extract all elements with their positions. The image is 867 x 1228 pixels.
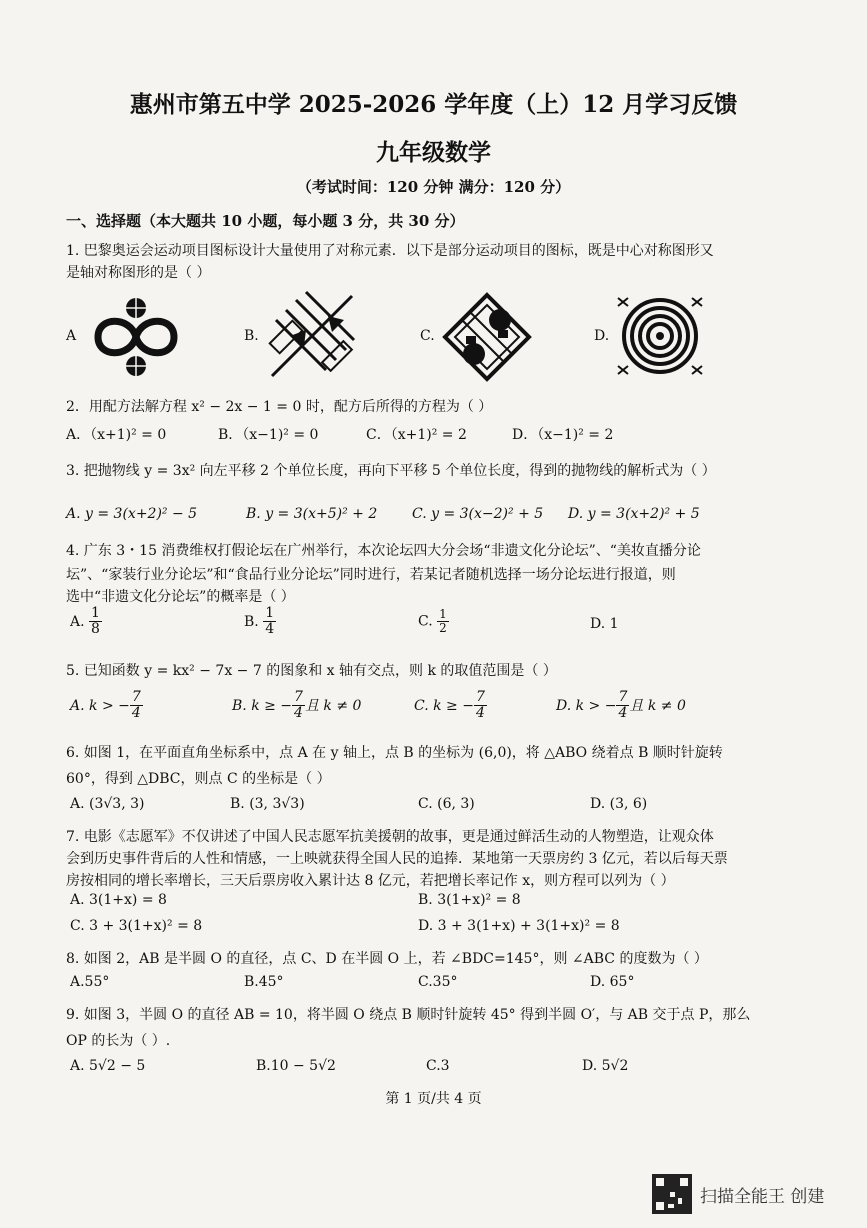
- q1-option-d-label: D.: [594, 328, 610, 344]
- q5-option-a: A. k > − $\frac{7}{4}$: [70, 689, 141, 722]
- q9-text-2: OP 的长为（ ）.: [66, 1033, 171, 1049]
- q9-option-d: D. 5√2: [582, 1058, 629, 1074]
- q7-text-2: 会到历史事件背后的人性和情感，一上映就获得全国人民的追捧．某地第一天票房约 3 亿元，若以后每天票: [66, 851, 728, 867]
- q3-text: 3. 把抛物线 y = 3x² 向左平移 2 个单位长度，再向下平移 5 个单位长度，得到的抛物线的解析式为（ ）: [66, 463, 716, 479]
- q1-option-a-label: A: [66, 328, 77, 344]
- q4-option-a: A. $\frac{1}{8}$: [70, 605, 100, 638]
- q3-option-b: B. y = 3(x+5)² + 2: [246, 506, 378, 522]
- exam-subject: 九年级数学: [376, 139, 491, 166]
- q2-option-c: C．（x+1)² = 2: [366, 427, 467, 443]
- q5-option-d: D. k > − $\frac{7}{4}$ 且 k ≠ 0: [556, 689, 686, 722]
- q3-option-d: D. y = 3(x+2)² + 5: [568, 506, 700, 522]
- q4-option-b: B. $\frac{1}{4}$: [244, 605, 275, 638]
- q2-text: 2．用配方法解方程 x² − 2x − 1 = 0 时，配方后所得的方程为（ ）: [66, 399, 493, 415]
- scanner-watermark: 扫描全能王 创建: [700, 1187, 825, 1207]
- q9-text-1: 9. 如图 3，半圆 O 的直径 AB = 10，将半圆 O 绕点 B 顺时针旋转 45° 得到半圆 O′，与 AB 交于点 P，那么: [66, 1007, 751, 1023]
- q7-text-3: 房按相同的增长率增长，三天后票房收入累计达 8 亿元，若把增长率记作 x，则方程可以列为（ ）: [66, 873, 675, 889]
- q4-text-1: 4. 广东 3・15 消费维权打假论坛在广州举行，本次论坛四大分会场“非遗文化分论坛”、“美妆直播分论: [66, 543, 701, 559]
- q3-option-c: C. y = 3(x−2)² + 5: [412, 506, 544, 522]
- q4-option-c: C. $\frac{1}{2}$: [418, 607, 447, 636]
- q9-option-b: B.10 − 5√2: [256, 1058, 336, 1074]
- q7-option-d: D. 3 + 3(1+x) + 3(1+x)² = 8: [418, 918, 620, 934]
- q8-option-a: A.55°: [70, 974, 110, 990]
- exam-info: （考试时间：120 分钟 满分：120 分）: [296, 178, 571, 196]
- archery-icon: [616, 292, 704, 380]
- q7-option-b: B. 3(1+x)² = 8: [418, 892, 521, 908]
- q6-text-1: 6. 如图 1，在平面直角坐标系中，点 A 在 y 轴上，点 B 的坐标为 (6,0)，将 △ABO 绕着点 B 顺时针旋转: [66, 745, 723, 761]
- q5-text: 5. 已知函数 y = kx² − 7x − 7 的图象和 x 轴有交点，则 k 的取值范围是（ ）: [66, 663, 557, 679]
- qr-code-icon: [652, 1174, 692, 1214]
- q4-text-2: 坛”、“家装行业分论坛”和“食品行业分论坛”同时进行，若某记者随机选择一场分论坛进行报道，则: [66, 567, 676, 583]
- q4-option-d: D. 1: [590, 616, 619, 632]
- exam-title: 惠州市第五中学 2025-2026 学年度（上）12 月学习反馈: [129, 91, 738, 118]
- q7-text-1: 7. 电影《志愿军》不仅讲述了中国人民志愿军抗美援朝的故事，更是通过鲜活生动的人物塑造，让观众体: [66, 829, 714, 845]
- section-heading: 一、选择题（本大题共 10 小题，每小题 3 分，共 30 分）: [66, 212, 465, 230]
- q8-text: 8. 如图 2，AB 是半圆 O 的直径，点 C、D 在半圆 O 上，若 ∠BDC=145°，则 ∠ABC 的度数为（ ）: [66, 951, 708, 967]
- q1-text-2: 是轴对称图形的是（ ）: [66, 265, 211, 281]
- q1-option-b-label: B.: [244, 328, 259, 344]
- q9-option-c: C.3: [426, 1058, 450, 1074]
- q8-option-b: B.45°: [244, 974, 284, 990]
- q1-text-1: 1. 巴黎奥运会运动项目图标设计大量使用了对称元素．以下是部分运动项目的图标，既是中心对称图形又: [66, 243, 714, 259]
- q9-option-a: A. 5√2 − 5: [70, 1058, 146, 1074]
- q7-option-a: A. 3(1+x) = 8: [70, 892, 167, 908]
- boxing-icon: [442, 292, 532, 382]
- q6-option-a: A. (3√3, 3): [70, 796, 145, 812]
- q6-option-d: D. (3, 6): [590, 796, 648, 812]
- q6-option-c: C. (6, 3): [418, 796, 475, 812]
- q7-option-c: C. 3 + 3(1+x)² = 8: [70, 918, 203, 934]
- q3-option-a: A. y = 3(x+2)² − 5: [66, 506, 198, 522]
- basketball-icon: [90, 296, 182, 378]
- q1-option-c-label: C.: [420, 328, 435, 344]
- q8-option-d: D. 65°: [590, 974, 635, 990]
- q2-option-d: D．（x−1)² = 2: [512, 427, 614, 443]
- page-number: 第 1 页/共 4 页: [385, 1091, 482, 1107]
- q6-text-2: 60°，得到 △DBC，则点 C 的坐标是（ ）: [66, 771, 331, 787]
- q8-option-c: C.35°: [418, 974, 458, 990]
- q2-option-a: A．（x+1)² = 0: [66, 427, 167, 443]
- q5-option-c: C. k ≥ − $\frac{7}{4}$: [414, 689, 485, 722]
- q4-text-3: 选中“非遗文化分论坛”的概率是（ ）: [66, 589, 295, 605]
- q2-option-b: B．（x−1)² = 0: [218, 427, 319, 443]
- badminton-icon: [266, 290, 358, 382]
- q6-option-b: B. (3, 3√3): [230, 796, 305, 812]
- q5-option-b: B. k ≥ − $\frac{7}{4}$ 且 k ≠ 0: [232, 689, 362, 722]
